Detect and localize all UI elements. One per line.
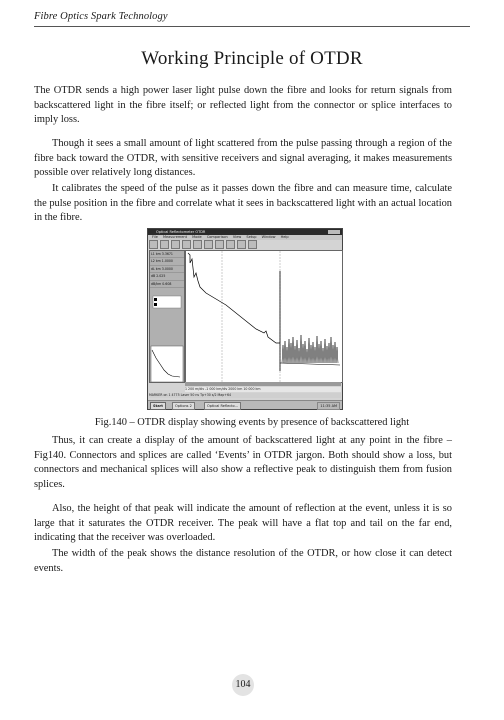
trace-display <box>185 250 343 383</box>
menu-measurement: Measurement <box>162 235 188 239</box>
taskbar-clock: 11:35 AM <box>317 402 340 410</box>
page-number: 104 <box>232 674 254 696</box>
toolbar-icon <box>248 240 257 249</box>
menu-comparison: Comparison <box>206 235 228 239</box>
window-buttons <box>328 230 340 234</box>
otdr-screenshot <box>147 228 343 410</box>
paragraph-5: Also, the height of that peak will indicate the amount of reflection at the event, unless it is so large that it saturates the OTDR receiver. The peak will have a flat top and tail on the far end, indicating that the receiver was overloaded. <box>34 503 452 544</box>
readout-l1: L1 km 3.3671 <box>150 251 184 258</box>
readout-panel <box>149 250 185 383</box>
menu-window: Window <box>261 235 276 239</box>
readout-db: dB 2.025 <box>150 273 184 280</box>
menu-setup: Setup <box>246 235 257 239</box>
toolbar-icon <box>237 240 246 249</box>
toolbar <box>149 240 341 249</box>
windows-taskbar <box>148 400 342 409</box>
window-title: Optical Reflectometer OTDR <box>156 230 206 234</box>
page-title: Working Principle of OTDR <box>141 48 363 69</box>
header-rule <box>34 26 470 27</box>
horizontal-scrollbar <box>185 382 341 386</box>
taskbar-item: Options 2 <box>172 402 195 410</box>
running-head: Fibre Optics Spark Technology <box>34 11 168 22</box>
menu-mode: Mode <box>192 235 202 239</box>
paragraph-1: The OTDR sends a high power laser light pulse down the fibre and looks for return signals from backscattered light in the fibre itself; or reflected light from the connector or splice interfaces to imply loss. <box>34 85 452 126</box>
start-button: Start <box>150 402 166 410</box>
marker-status: MARKER on 1 4775 Laser 50 ns Tp+30 s/2 Map+64 <box>149 393 341 398</box>
paragraph-3: It calibrates the speed of the pulse as it passes down the fibre and can measure time, calculate the pulse position in the fibre and correlate what it sees in backscattered light with an actual location in the fibre. <box>34 183 452 224</box>
menu-help: Help <box>280 235 289 239</box>
taskbar-item: Optical Reflecto... <box>204 402 241 410</box>
menu-file: File <box>152 235 158 239</box>
readout-dbkm: dB/km 0.608 <box>150 281 184 288</box>
toolbar-icon <box>171 240 180 249</box>
readout-dl: dL km 3.0000 <box>150 266 184 273</box>
paragraph-6: The width of the peak shows the distance resolution of the OTDR, or how close it can detect events. <box>34 548 452 574</box>
toolbar-icon <box>215 240 224 249</box>
toolbar-icon <box>149 240 158 249</box>
paragraph-2: Though it sees a small amount of light scattered from the pulse passing through a region of the fibre back toward the OTDR, with sensitive receivers and signal averaging, it makes measurements possible over relatively long distances. <box>34 138 452 179</box>
toolbar-icon <box>226 240 235 249</box>
readout-l2: L2 km 1.0000 <box>150 258 184 265</box>
figure-caption: Fig.140 – OTDR display showing events by presence of backscattered light <box>94 417 410 428</box>
scale-status: 1 200 m/div -1 000 km/div 2000 km 10 000 km <box>185 387 341 392</box>
toolbar-icon <box>182 240 191 249</box>
toolbar-icon <box>193 240 202 249</box>
toolbar-icon <box>204 240 213 249</box>
toolbar-icon <box>160 240 169 249</box>
menu-view: View <box>232 235 242 239</box>
otdr-trace <box>186 251 342 382</box>
paragraph-4: Thus, it can create a display of the amount of backscattered light at any point in the fibre – Fig140. Connectors and splices are called ‘Events’ in OTDR jargon. Both should show a loss, but connectors and mechanical splices will also show a reflective peak to distinguish them from fusion splices. <box>34 435 452 490</box>
overview-trace <box>150 288 184 386</box>
